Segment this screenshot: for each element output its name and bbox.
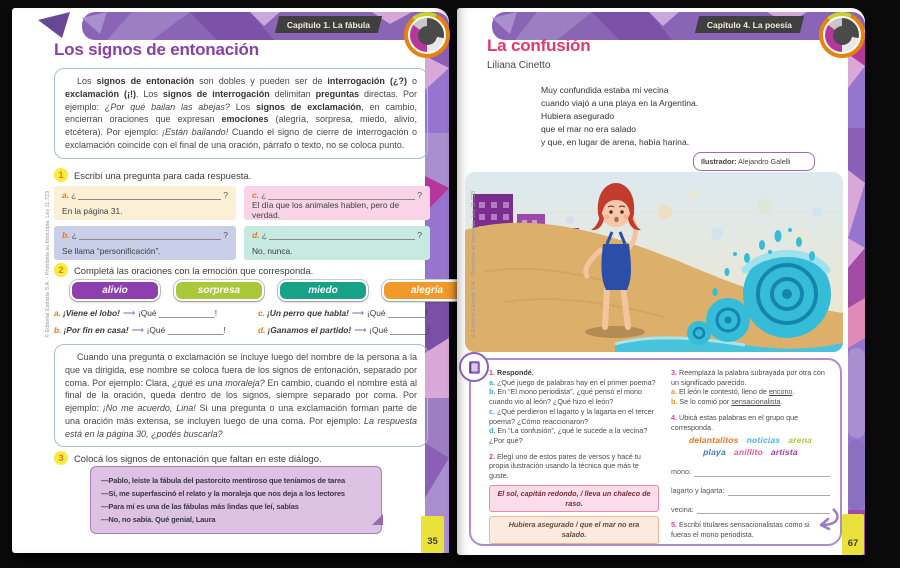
poem-title: La confusión [487,36,591,55]
card-letter: c. [252,190,260,200]
question-number: 5. [671,520,677,530]
write-line-vecina[interactable]: vecina: [671,505,830,515]
illustrator-label: Ilustrador: [701,157,737,166]
word-tag[interactable]: arena [788,435,813,446]
publisher-logo-icon [819,12,865,58]
question-5 [671,520,830,539]
exercise2-header [54,263,313,277]
activities-panel [469,358,842,546]
exercise1-answer-cards [54,186,430,260]
arrow-icon: ⟶ [131,325,144,335]
arrow-icon: ⟶ [351,308,364,318]
question-4 [671,413,830,432]
answer-blank[interactable] [268,190,415,200]
exercise2-item-c[interactable] [258,308,434,318]
page-number-tab[interactable] [842,514,864,555]
poem-author: Liliana Cinetto [487,60,551,71]
exercise1-prompt: Escribí una pregunta para cada respuesta. [74,169,252,181]
write-line-lagartos[interactable]: lagarto y lagarta: [671,486,830,496]
beach-illustration [465,172,843,352]
item-blank[interactable]: ¡Qué ____________! [137,308,218,318]
write-line-mono[interactable]: mono: [671,467,830,477]
emotion-button-alegria[interactable]: alegría [382,280,472,301]
poem-line: que el mar no era salado [541,124,637,134]
question-2 [489,452,659,481]
word-tag[interactable]: delantalitos [688,435,739,446]
exercise2-items [54,308,434,335]
item-phrase: ¡Un perro que habla! [267,308,349,318]
close-question-mark: ? [223,230,228,240]
dialogue-line: —Pablo, leiste la fábula del pastorcito mentiroso que teníamos de tarea [101,476,345,485]
right-page [457,8,865,555]
copyright-notice: © Editorial Estrada S.A. - Prohibida su fotocopia. Ley 11.723 [45,190,51,338]
dialogue-sticky-note[interactable] [90,466,382,534]
card-answer: No, nunca. [252,246,293,256]
question-1-item: c. ¿Qué perdieron el lagarto y la lagarta en el tercer poema? ¿Cómo reaccionaron? [489,406,655,426]
answer-blank[interactable] [79,230,221,240]
question-prompt: Reemplazá la palabra subrayada por otra con un significado parecido. [671,368,825,387]
return-arrow-icon [809,508,841,534]
poem-text [541,84,698,149]
item-letter: d. [258,325,266,335]
question-3-item: b. Se lo comió por sensacionalista. [671,397,783,407]
left-page [12,8,449,553]
exercise2-item-d[interactable] [258,325,434,335]
chapter-label [695,16,804,33]
activities-column-2 [671,368,830,540]
arrow-icon: ⟶ [354,325,367,335]
answer-blank[interactable] [78,190,221,200]
question-number: 2. [489,451,495,461]
illustrator-name: Alejandro Galelli [738,157,791,166]
exercise2-number-badge: 2 [54,263,68,277]
question-prompt: Elegí uno de estos pares de versos y hacé tu propia ilustración usando la técnica que más te guste. [489,451,641,481]
exercise1-number-badge: 1 [54,168,68,182]
word-tag[interactable]: anillito [733,446,763,457]
exercise3-prompt: Colocá los signos de entonación que faltan en este diálogo. [74,452,322,464]
chapter-label [275,16,382,33]
card-answer: En la página 31. [62,206,123,216]
dialogue-line: —Para mí es una de las fábulas más lindas que leí, sabías [101,502,299,511]
illustrator-credit [693,152,815,171]
question-1-item: d. En “La confusión”, ¿qué le sucede a la vecina? ¿Por qué? [489,426,648,446]
chapter-label-text: Capítulo 1. La fábula [287,19,371,30]
open-question-mark: ¿ [71,230,77,240]
exercise2-prompt: Completá las oraciones con la emoción que corresponda. [74,264,314,276]
item-blank[interactable]: ¡Qué ________! [366,308,428,318]
word-tag[interactable]: artista [770,446,798,457]
card-letter: a. [62,190,70,200]
question-1-item: a. ¿Qué juego de palabras hay en el primer poema? [489,377,656,387]
verse-option-1[interactable]: El sol, capitán redondo, / lleva un chaleco de raso. [489,485,659,512]
open-question-mark: ¿ [261,190,267,200]
exercise2-item-b[interactable] [54,325,258,335]
close-question-mark: ? [223,190,228,200]
close-question-mark: ? [417,230,422,240]
copyright-notice: © Editorial Estrada S.A. - Prohibida su fotocopia. Ley 11.723 [471,190,477,338]
activities-column-1 [489,368,659,540]
verse-option-2[interactable]: Hubiera asegurado / que el mar no era salado. [489,516,659,543]
question-3 [671,368,830,387]
arrow-icon: ⟶ [122,308,135,318]
question-number: 3. [671,368,677,377]
question-number: 4. [671,412,677,422]
question-prompt: Escribí titulares sensacionalistas como si fueras el mono periodista. [671,520,810,540]
publisher-logo-icon [404,12,450,58]
question-prompt: Respondé. [497,368,534,377]
answer-blank[interactable] [269,230,415,240]
question-1 [489,368,659,378]
poem-line: cuando viajó a una playa en la Argentina. [541,98,699,108]
card-letter: b. [62,230,70,240]
card-letter: d. [252,230,260,240]
item-blank[interactable]: ¡Qué ________! [369,325,430,335]
dialogue-line: —No, no sabía. Qué genial, Laura [101,515,216,524]
page-title: Los signos de entonación [54,40,259,59]
question-3-item: a. El león le contestó, lleno de encono. [671,387,795,397]
theory-box-comas: Cuando una pregunta o exclamación se incluye luego del nombre de la persona a la que va dirigida, ese nombre se coloca fuera de los signos de entonación, separado por coma. Por ejemplo: Clara, ¿qué es una moraleja? En cambio, cuando el nombre está al final de la oración, queda dentro de los signos, siempre separado por coma. Por ejemplo: ¡No me acuerdo, Lina! Si una pregunta o una exclamación forman parte de una oración más extensa, se incluyen luego de una coma. Por ejemplo: La respuesta está en la página 30, ¿podés buscarla? [54,344,428,447]
item-phrase: ¡Ganamos el partido! [267,325,352,335]
item-letter: c. [258,308,265,318]
word-tag[interactable]: noticias [746,435,781,446]
question-number: 1. [489,368,495,377]
left-header-band [12,8,449,44]
emotion-button-miedo[interactable]: miedo [278,280,368,301]
poem-line: Hubiera asegurado [541,111,615,121]
item-phrase: ¡Viene el lobo! [63,308,120,318]
answer-card-a[interactable] [54,186,236,220]
poem-line: Muy confundida estaba mi vecina [541,85,669,95]
item-letter: b. [54,325,62,335]
notebook-icon [459,352,489,382]
poem-line: y que, en lugar de arena, había harina. [541,137,690,147]
question-prompt: Ubicá estas palabras en el grupo que corresponda. [671,412,799,432]
chapter-label-text: Capítulo 4. La poesía [707,19,793,30]
dialogue-line: —Sí, me superfascinó el relato y la moraleja que nos deja a los lectores [101,489,345,498]
page-edge-mosaic [848,38,865,555]
word-tag[interactable]: playa [703,446,726,457]
emotion-buttons [70,280,472,301]
item-blank[interactable]: ¡Qué ____________! [146,325,226,335]
answer-card-d[interactable] [244,226,430,260]
answer-card-c[interactable] [244,186,430,220]
exercise1-header [54,168,251,182]
close-question-mark: ? [417,190,422,200]
card-answer: El día que los animales hablen, pero de verdad. [252,200,400,220]
page-number: 35 [427,536,438,547]
item-phrase: ¡Por fin en casa! [63,325,129,335]
card-answer: Se llama “personificación”. [62,246,161,256]
open-question-mark: ¿ [71,190,77,200]
item-letter: a. [54,308,61,318]
page-number: 67 [847,538,859,549]
exercise3-number-badge: 3 [54,451,68,465]
open-question-mark: ¿ [261,230,267,240]
page-number-tab[interactable] [421,516,444,553]
answer-card-b[interactable] [54,226,236,260]
theory-box-entonacion: Los signos de entonación son dobles y pueden ser de interrogación (¿?) o exclamación (¡!). Los signos de interrogación delimitan preguntas directas. Por ejemplo: ¿Por qué bailan las abejas? Los signos de exclamación, en cambio, encierran oraciones que expresan emociones (alegría, sorpresa, miedo, alivio, etcétera). Por ejemplo: ¡Están bailando! Cuando el signo de cierre de interrogación o exclamación coincide con el final de una oración, párrafo o texto, no se coloca punto. [54,68,428,159]
emotion-button-alivio[interactable]: alivio [70,280,160,301]
exercise3-header [54,451,322,465]
header-band-decoration [12,8,449,44]
exercise2-item-a[interactable] [54,308,258,318]
word-bank [671,435,830,458]
emotion-button-sorpresa[interactable]: sorpresa [174,280,264,301]
note-fold-corner [372,514,383,525]
question-1-item: b. En “El mono periodista”, ¿qué pensó el mono cuando vio al león? ¿Qué hizo el león? [489,387,643,407]
